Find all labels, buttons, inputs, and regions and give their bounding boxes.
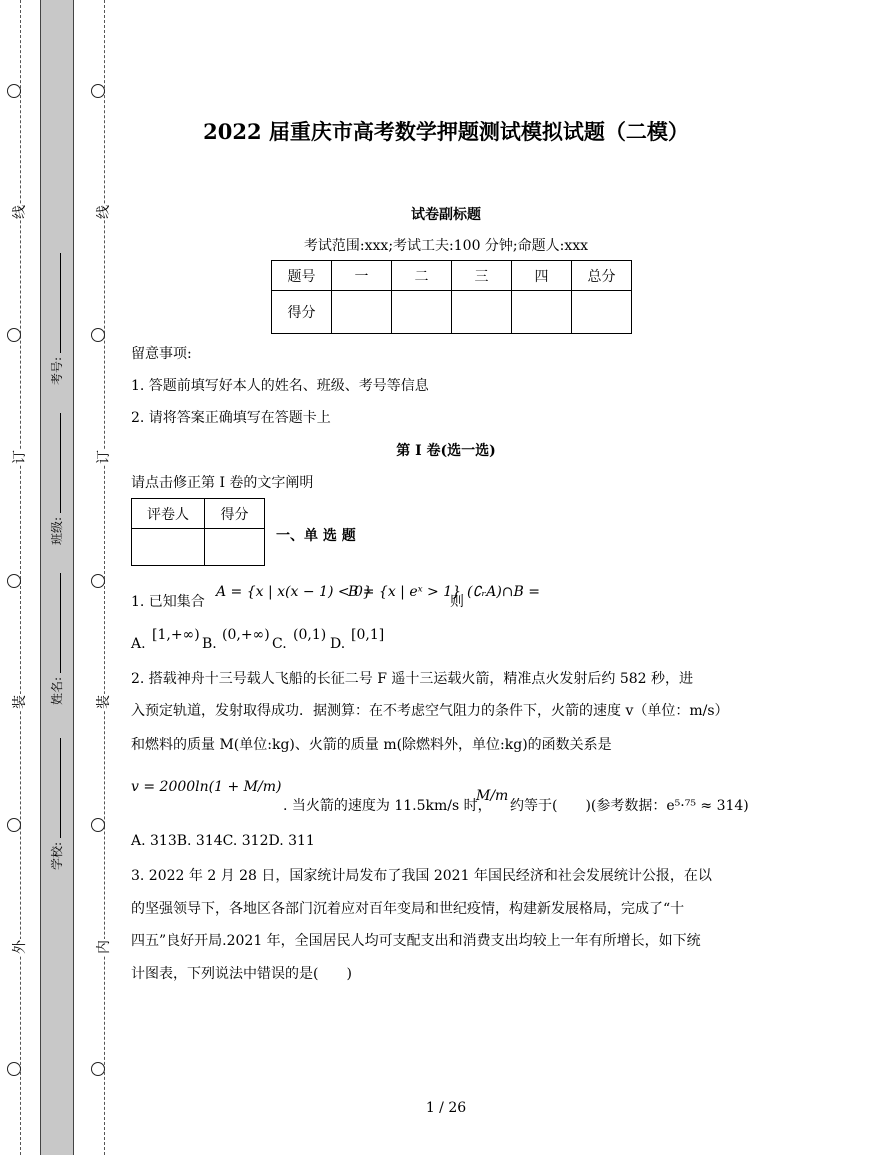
score-cell[interactable] xyxy=(512,291,572,334)
binding-hole xyxy=(91,84,105,98)
q1-option-label: D. xyxy=(330,636,346,652)
q1-option-value: [1,+∞) xyxy=(152,627,200,643)
q3-line: 的坚强领导下，各地区各部门沉着应对百年变局和世纪疫情，构建新发展格局，完成了“十 xyxy=(131,901,685,917)
score-header: 二 xyxy=(392,261,452,291)
note-item: 2. 请将答案正确填写在答题卡上 xyxy=(131,410,331,426)
q1-option-value: (0,1) xyxy=(293,627,327,643)
q1-stem: 1. 已知集合 xyxy=(131,594,205,610)
q2-options: A. 313B. 314C. 312D. 311 xyxy=(131,833,315,849)
score-header: 一 xyxy=(332,261,392,291)
margin-char: 线 xyxy=(12,205,28,219)
q1-set-a: A = {x | x(x − 1) < 0} xyxy=(216,584,372,600)
q1-then: 则 xyxy=(450,594,464,610)
score-cell[interactable] xyxy=(572,291,632,334)
binding-hole xyxy=(91,1062,105,1076)
score-cell[interactable] xyxy=(392,291,452,334)
page-subtitle: 试卷副标题 xyxy=(411,207,481,223)
score-header: 四 xyxy=(512,261,572,291)
q2-line: 约等于( )(参考数据：e⁵·⁷⁵ ≈ 314) xyxy=(510,798,749,814)
margin-char: 线 xyxy=(96,205,112,219)
margin-char: 内 xyxy=(96,940,112,954)
score-row-label: 得分 xyxy=(272,291,332,334)
margin-char: 装 xyxy=(12,695,28,709)
q3-line: 四五”良好开局.2021 年，全国居民人均可支配支出和消费支出均较上一年有所增长，如下统 xyxy=(131,933,701,949)
q1-option-label: C. xyxy=(272,636,287,652)
q1-option-label: A. xyxy=(131,636,146,652)
school-field[interactable]: 学校: xyxy=(48,738,65,870)
binding-hole xyxy=(7,574,21,588)
q2-ratio: M/m xyxy=(476,788,509,804)
student-id-field[interactable]: 考号: xyxy=(48,253,65,385)
page-title: 2022 届重庆市高考数学押题测试模拟试题（二模） xyxy=(203,119,689,144)
q2-line: 入预定轨道，发射取得成功．据测算：在不考虑空气阻力的条件下，火箭的速度 v（单位：m/s） xyxy=(131,703,729,719)
note-item: 1. 答题前填写好本人的姓名、班级、考号等信息 xyxy=(131,378,429,394)
binding-hole xyxy=(7,818,21,832)
binding-hole xyxy=(91,328,105,342)
score-header: 三 xyxy=(452,261,512,291)
grader-table xyxy=(131,498,265,566)
q1-option-label: B. xyxy=(202,636,217,652)
section-description: 请点击修正第 I 卷的文字阐明 xyxy=(131,475,314,491)
notes-heading: 留意事项: xyxy=(131,346,192,362)
q2-line: 2. 搭载神舟十三号载人飞船的长征二号 F 遥十三运载火箭，精准点火发射后约 582 秒，进 xyxy=(131,671,694,687)
grader-header: 评卷人 xyxy=(132,499,205,529)
q3-line: 计图表，下列说法中错误的是( ) xyxy=(131,966,352,982)
q1-option-value: (0,+∞) xyxy=(222,627,270,643)
section-heading: 一、单 选 题 xyxy=(276,528,356,544)
section-title: 第 I 卷(选一选) xyxy=(396,443,496,459)
grader-cell[interactable] xyxy=(205,529,265,566)
score-table xyxy=(271,260,632,334)
score-header: 总分 xyxy=(572,261,632,291)
margin-char: 订 xyxy=(96,450,112,464)
score-cell[interactable] xyxy=(452,291,512,334)
q1-option-value: [0,1] xyxy=(351,627,385,643)
exam-info: 考试范围:xxx;考试工夫:100 分钟;命题人:xxx xyxy=(303,238,589,254)
grader-cell[interactable] xyxy=(132,529,205,566)
grader-header: 得分 xyxy=(205,499,265,529)
binding-hole xyxy=(7,1062,21,1076)
binding-hole xyxy=(91,818,105,832)
margin-char: 装 xyxy=(96,695,112,709)
q2-line: . 当火箭的速度为 11.5km/s 时， xyxy=(283,798,492,814)
class-field[interactable]: 班级: xyxy=(48,413,65,545)
q3-line: 3. 2022 年 2 月 28 日，国家统计局发布了我国 2021 年国民经济和社会发展统计公报，在以 xyxy=(131,868,712,884)
margin-char: 订 xyxy=(12,450,28,464)
binding-hole xyxy=(91,574,105,588)
q2-formula: v = 2000ln(1 + M/m) xyxy=(131,779,282,795)
page-number: 1 / 26 xyxy=(425,1100,467,1116)
q1-expression: (∁ᵣA)∩B = xyxy=(467,584,541,600)
score-header: 题号 xyxy=(272,261,332,291)
name-field[interactable]: 姓名: xyxy=(48,573,65,705)
margin-char: 外 xyxy=(12,940,28,954)
score-cell[interactable] xyxy=(332,291,392,334)
binding-hole xyxy=(7,328,21,342)
q1-set-b: B = {x | eˣ > 1} xyxy=(348,584,462,600)
q2-line: 和燃料的质量 M(单位:kg)、火箭的质量 m(除燃料外，单位:kg)的函数关系是 xyxy=(131,737,612,753)
binding-hole xyxy=(7,84,21,98)
